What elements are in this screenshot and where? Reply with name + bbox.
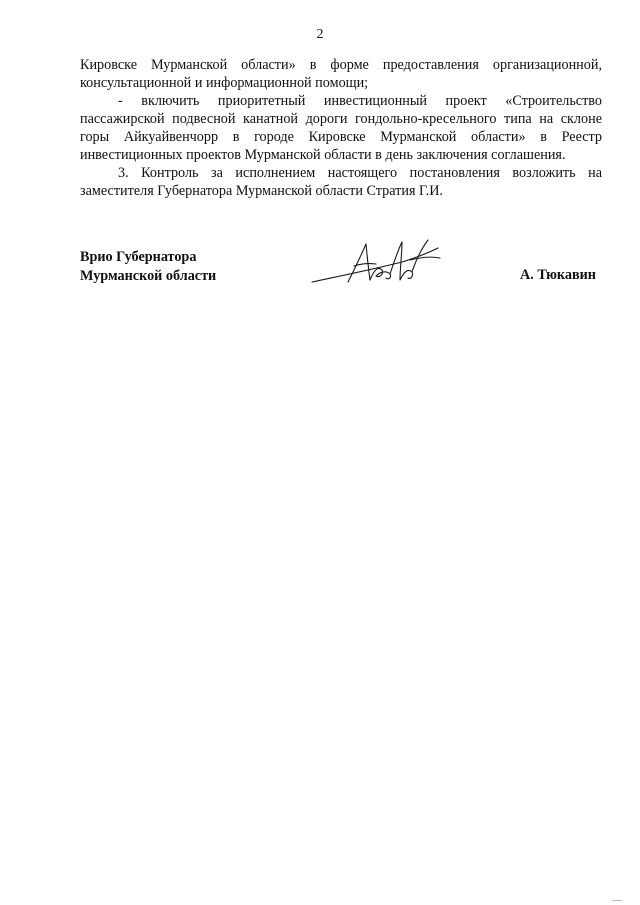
- paragraph-continuation: Кировске Мурманской области» в форме предоставления организационной, консультационной и информационной помощи;: [80, 57, 602, 91]
- signatory-name: А. Тюкавин: [519, 267, 596, 283]
- signatory-position-line2: Мурманской области: [80, 268, 217, 284]
- signatory-position: [80, 248, 216, 286]
- paragraph-include-project: - включить приоритетный инвестиционный проект «Строительство пассажирской подвесной канатной дороги гондольно-кресельного типа на склоне горы Айкуайвенчорр в городе Кировске Мурманской области» в Реестр инвестиционных проектов Мурманской области в день заключения соглашения.: [80, 93, 602, 163]
- document-body: [80, 56, 602, 200]
- handwritten-signature-icon: [310, 236, 450, 292]
- corner-mark: [612, 900, 622, 901]
- signatory-position-line1: Врио Губернатора: [80, 249, 197, 265]
- paragraph-control: 3. Контроль за исполнением настоящего постановления возложить на заместителя Губернатора Мурманской области Стратия Г.И.: [80, 165, 602, 199]
- page-number: 2: [316, 27, 324, 42]
